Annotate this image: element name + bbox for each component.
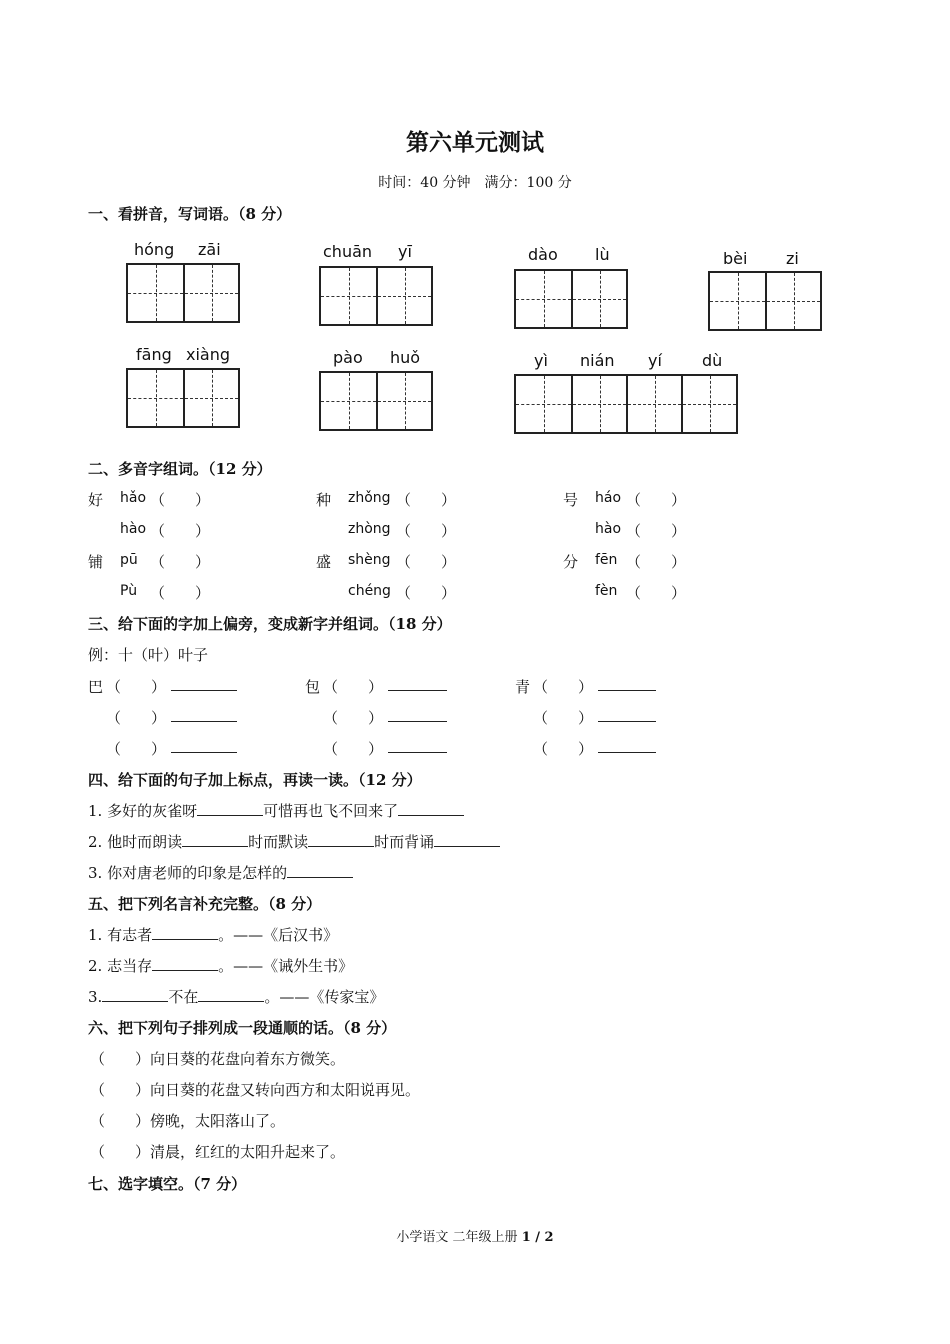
pinyin-label: xiàng <box>186 345 231 364</box>
sentence-text: 时而背诵 <box>374 833 435 851</box>
grid-cell[interactable] <box>626 376 681 432</box>
pinyin-label: yì <box>534 351 548 370</box>
answer-paren[interactable]: （ ） <box>90 1143 151 1161</box>
base-char: 巴 <box>88 678 104 696</box>
answer-paren[interactable]: （ ） <box>626 584 687 602</box>
answer-blank[interactable] <box>197 801 263 816</box>
grid-cell[interactable] <box>516 271 571 327</box>
writing-grid[interactable] <box>319 371 433 431</box>
answer-blank[interactable] <box>598 676 656 691</box>
pinyin-label: bèi <box>723 249 748 268</box>
page-number: 1 / 2 <box>521 1230 554 1245</box>
answer-blank[interactable] <box>434 832 500 847</box>
answer-paren[interactable]: （ ） <box>533 740 594 758</box>
sentence-text: 3. 你对唐老师的印象是怎样的 <box>88 864 288 882</box>
pinyin-label: dù <box>702 351 723 370</box>
answer-paren[interactable]: （ ） <box>150 584 211 602</box>
order-text: 清晨，红红的太阳升起来了。 <box>150 1143 346 1161</box>
answer-paren[interactable]: （ ） <box>90 1112 151 1130</box>
quote-2 <box>88 955 353 976</box>
order-item <box>90 1110 285 1131</box>
answer-paren[interactable]: （ ） <box>106 740 167 758</box>
base-char: 青 <box>515 678 531 696</box>
polyphone-char: 分 <box>563 553 579 571</box>
pinyin-label: lù <box>595 245 610 264</box>
exam-info: 时间：40 分钟 满分：100 分 <box>378 175 572 191</box>
answer-blank[interactable] <box>398 801 464 816</box>
section-6-heading: 六、把下列句子排列成一段通顺的话。（8 分） <box>88 1019 397 1037</box>
order-item <box>90 1079 420 1100</box>
quote-text: 1. 有志者 <box>88 926 153 944</box>
answer-paren[interactable]: （ ） <box>533 709 594 727</box>
writing-grid[interactable] <box>126 263 240 323</box>
quote-source: 。——《诫外生书》 <box>218 957 354 975</box>
answer-paren[interactable]: （ ） <box>90 1050 151 1068</box>
answer-blank[interactable] <box>287 863 353 878</box>
answer-paren[interactable]: （ ） <box>90 1081 151 1099</box>
answer-paren[interactable]: （ ） <box>106 678 167 696</box>
answer-blank[interactable] <box>152 956 218 971</box>
sentence-text: 2. 他时而朗读 <box>88 833 183 851</box>
sentence-text: 时而默读 <box>248 833 309 851</box>
pinyin-label: hóng <box>134 240 175 259</box>
pinyin-reading: fēn <box>595 552 618 568</box>
answer-blank[interactable] <box>198 987 264 1002</box>
grid-cell[interactable] <box>376 268 431 324</box>
pinyin-reading: fèn <box>595 583 618 599</box>
answer-paren[interactable]: （ ） <box>323 740 384 758</box>
quote-text: 不在 <box>168 988 199 1006</box>
answer-paren[interactable]: （ ） <box>396 553 457 571</box>
example-line: 例：十（叶）叶子 <box>88 646 209 664</box>
answer-paren[interactable]: （ ） <box>396 491 457 509</box>
polyphone-char: 号 <box>563 491 579 509</box>
pinyin-reading: hǎo <box>120 490 147 506</box>
answer-blank[interactable] <box>388 738 447 753</box>
answer-blank[interactable] <box>308 832 374 847</box>
grid-cell[interactable] <box>128 265 183 321</box>
answer-blank[interactable] <box>598 738 656 753</box>
answer-blank[interactable] <box>182 832 248 847</box>
writing-grid[interactable] <box>514 374 738 434</box>
grid-cell[interactable] <box>710 273 765 329</box>
pinyin-reading: Pù <box>120 583 138 599</box>
base-char: 包 <box>305 678 321 696</box>
pinyin-reading: chéng <box>348 583 391 599</box>
page-footer <box>0 1226 950 1245</box>
quote-source: 。——《后汉书》 <box>218 926 339 944</box>
order-item <box>90 1048 345 1069</box>
page-title: 第六单元测试 <box>406 129 544 156</box>
grid-cell[interactable] <box>321 268 376 324</box>
order-text: 向日葵的花盘向着东方微笑。 <box>150 1050 346 1068</box>
grid-cell[interactable] <box>183 370 238 426</box>
polyphone-char: 好 <box>88 491 104 509</box>
answer-paren[interactable]: （ ） <box>626 522 687 540</box>
answer-blank[interactable] <box>102 987 168 1002</box>
pinyin-label: zāi <box>198 240 221 259</box>
answer-blank[interactable] <box>171 738 237 753</box>
pinyin-label: yī <box>398 242 412 261</box>
answer-blank[interactable] <box>171 707 237 722</box>
answer-blank[interactable] <box>171 676 237 691</box>
pinyin-label: huǒ <box>390 348 421 367</box>
writing-grid[interactable] <box>319 266 433 326</box>
polyphone-char: 盛 <box>316 553 332 571</box>
sentence-1 <box>88 800 464 821</box>
quote-3 <box>88 986 384 1007</box>
quote-text: 3. <box>88 988 103 1006</box>
sentence-3 <box>88 862 353 883</box>
sentence-text: 可惜再也飞不回来了 <box>263 802 399 820</box>
answer-blank[interactable] <box>388 707 447 722</box>
order-text: 向日葵的花盘又转向西方和太阳说再见。 <box>150 1081 421 1099</box>
footer-text: 小学语文 二年级上册 <box>396 1230 518 1245</box>
grid-cell[interactable] <box>681 376 736 432</box>
section-2-heading: 二、多音字组词。（12 分） <box>88 460 272 478</box>
answer-blank[interactable] <box>152 925 218 940</box>
answer-paren[interactable]: （ ） <box>396 522 457 540</box>
writing-grid[interactable] <box>126 368 240 428</box>
grid-cell[interactable] <box>516 376 571 432</box>
section-1-heading: 一、看拼音，写词语。（8 分） <box>88 205 292 223</box>
pinyin-reading: pū <box>120 552 138 568</box>
answer-paren[interactable]: （ ） <box>150 553 211 571</box>
pinyin-label: nián <box>580 351 615 370</box>
pinyin-reading: zhòng <box>348 521 391 537</box>
section-3-heading: 三、给下面的字加上偏旁，变成新字并组词。（18 分） <box>88 615 452 633</box>
answer-paren[interactable]: （ ） <box>396 584 457 602</box>
pinyin-label: pào <box>333 348 363 367</box>
writing-grid[interactable] <box>708 271 822 331</box>
order-text: 傍晚，太阳落山了。 <box>150 1112 286 1130</box>
answer-paren[interactable]: （ ） <box>150 491 211 509</box>
pinyin-reading: hào <box>120 521 147 537</box>
section-5-heading: 五、把下列名言补充完整。（8 分） <box>88 895 322 913</box>
answer-blank[interactable] <box>388 676 447 691</box>
pinyin-label: yí <box>648 351 662 370</box>
sentence-2 <box>88 831 500 852</box>
quote-text: 2. 志当存 <box>88 957 153 975</box>
grid-cell[interactable] <box>321 373 376 429</box>
writing-grid[interactable] <box>514 269 628 329</box>
grid-cell[interactable] <box>128 370 183 426</box>
sentence-text: 1. 多好的灰雀呀 <box>88 802 198 820</box>
pinyin-label: dào <box>528 245 558 264</box>
pinyin-label: fāng <box>136 345 172 364</box>
grid-cell[interactable] <box>571 376 626 432</box>
answer-paren[interactable]: （ ） <box>150 522 211 540</box>
pinyin-reading: shèng <box>348 552 391 568</box>
grid-cell[interactable] <box>765 273 820 329</box>
pinyin-reading: háo <box>595 490 622 506</box>
quote-1 <box>88 924 338 945</box>
pinyin-reading: hào <box>595 521 622 537</box>
pinyin-label: chuān <box>323 242 373 261</box>
answer-blank[interactable] <box>598 707 656 722</box>
order-item <box>90 1141 345 1162</box>
answer-paren[interactable]: （ ） <box>106 709 167 727</box>
pinyin-reading: zhǒng <box>348 490 391 506</box>
answer-paren[interactable]: （ ） <box>323 709 384 727</box>
grid-cell[interactable] <box>571 271 626 327</box>
answer-paren[interactable]: （ ） <box>323 678 384 696</box>
polyphone-char: 铺 <box>88 553 104 571</box>
pinyin-label: zi <box>786 249 799 268</box>
answer-paren[interactable]: （ ） <box>626 491 687 509</box>
section-4-heading: 四、给下面的句子加上标点，再读一读。（12 分） <box>88 771 422 789</box>
polyphone-char: 种 <box>316 491 332 509</box>
answer-paren[interactable]: （ ） <box>533 678 594 696</box>
section-7-heading: 七、选字填空。（7 分） <box>88 1175 247 1193</box>
grid-cell[interactable] <box>183 265 238 321</box>
grid-cell[interactable] <box>376 373 431 429</box>
answer-paren[interactable]: （ ） <box>626 553 687 571</box>
quote-source: 。——《传家宝》 <box>264 988 385 1006</box>
